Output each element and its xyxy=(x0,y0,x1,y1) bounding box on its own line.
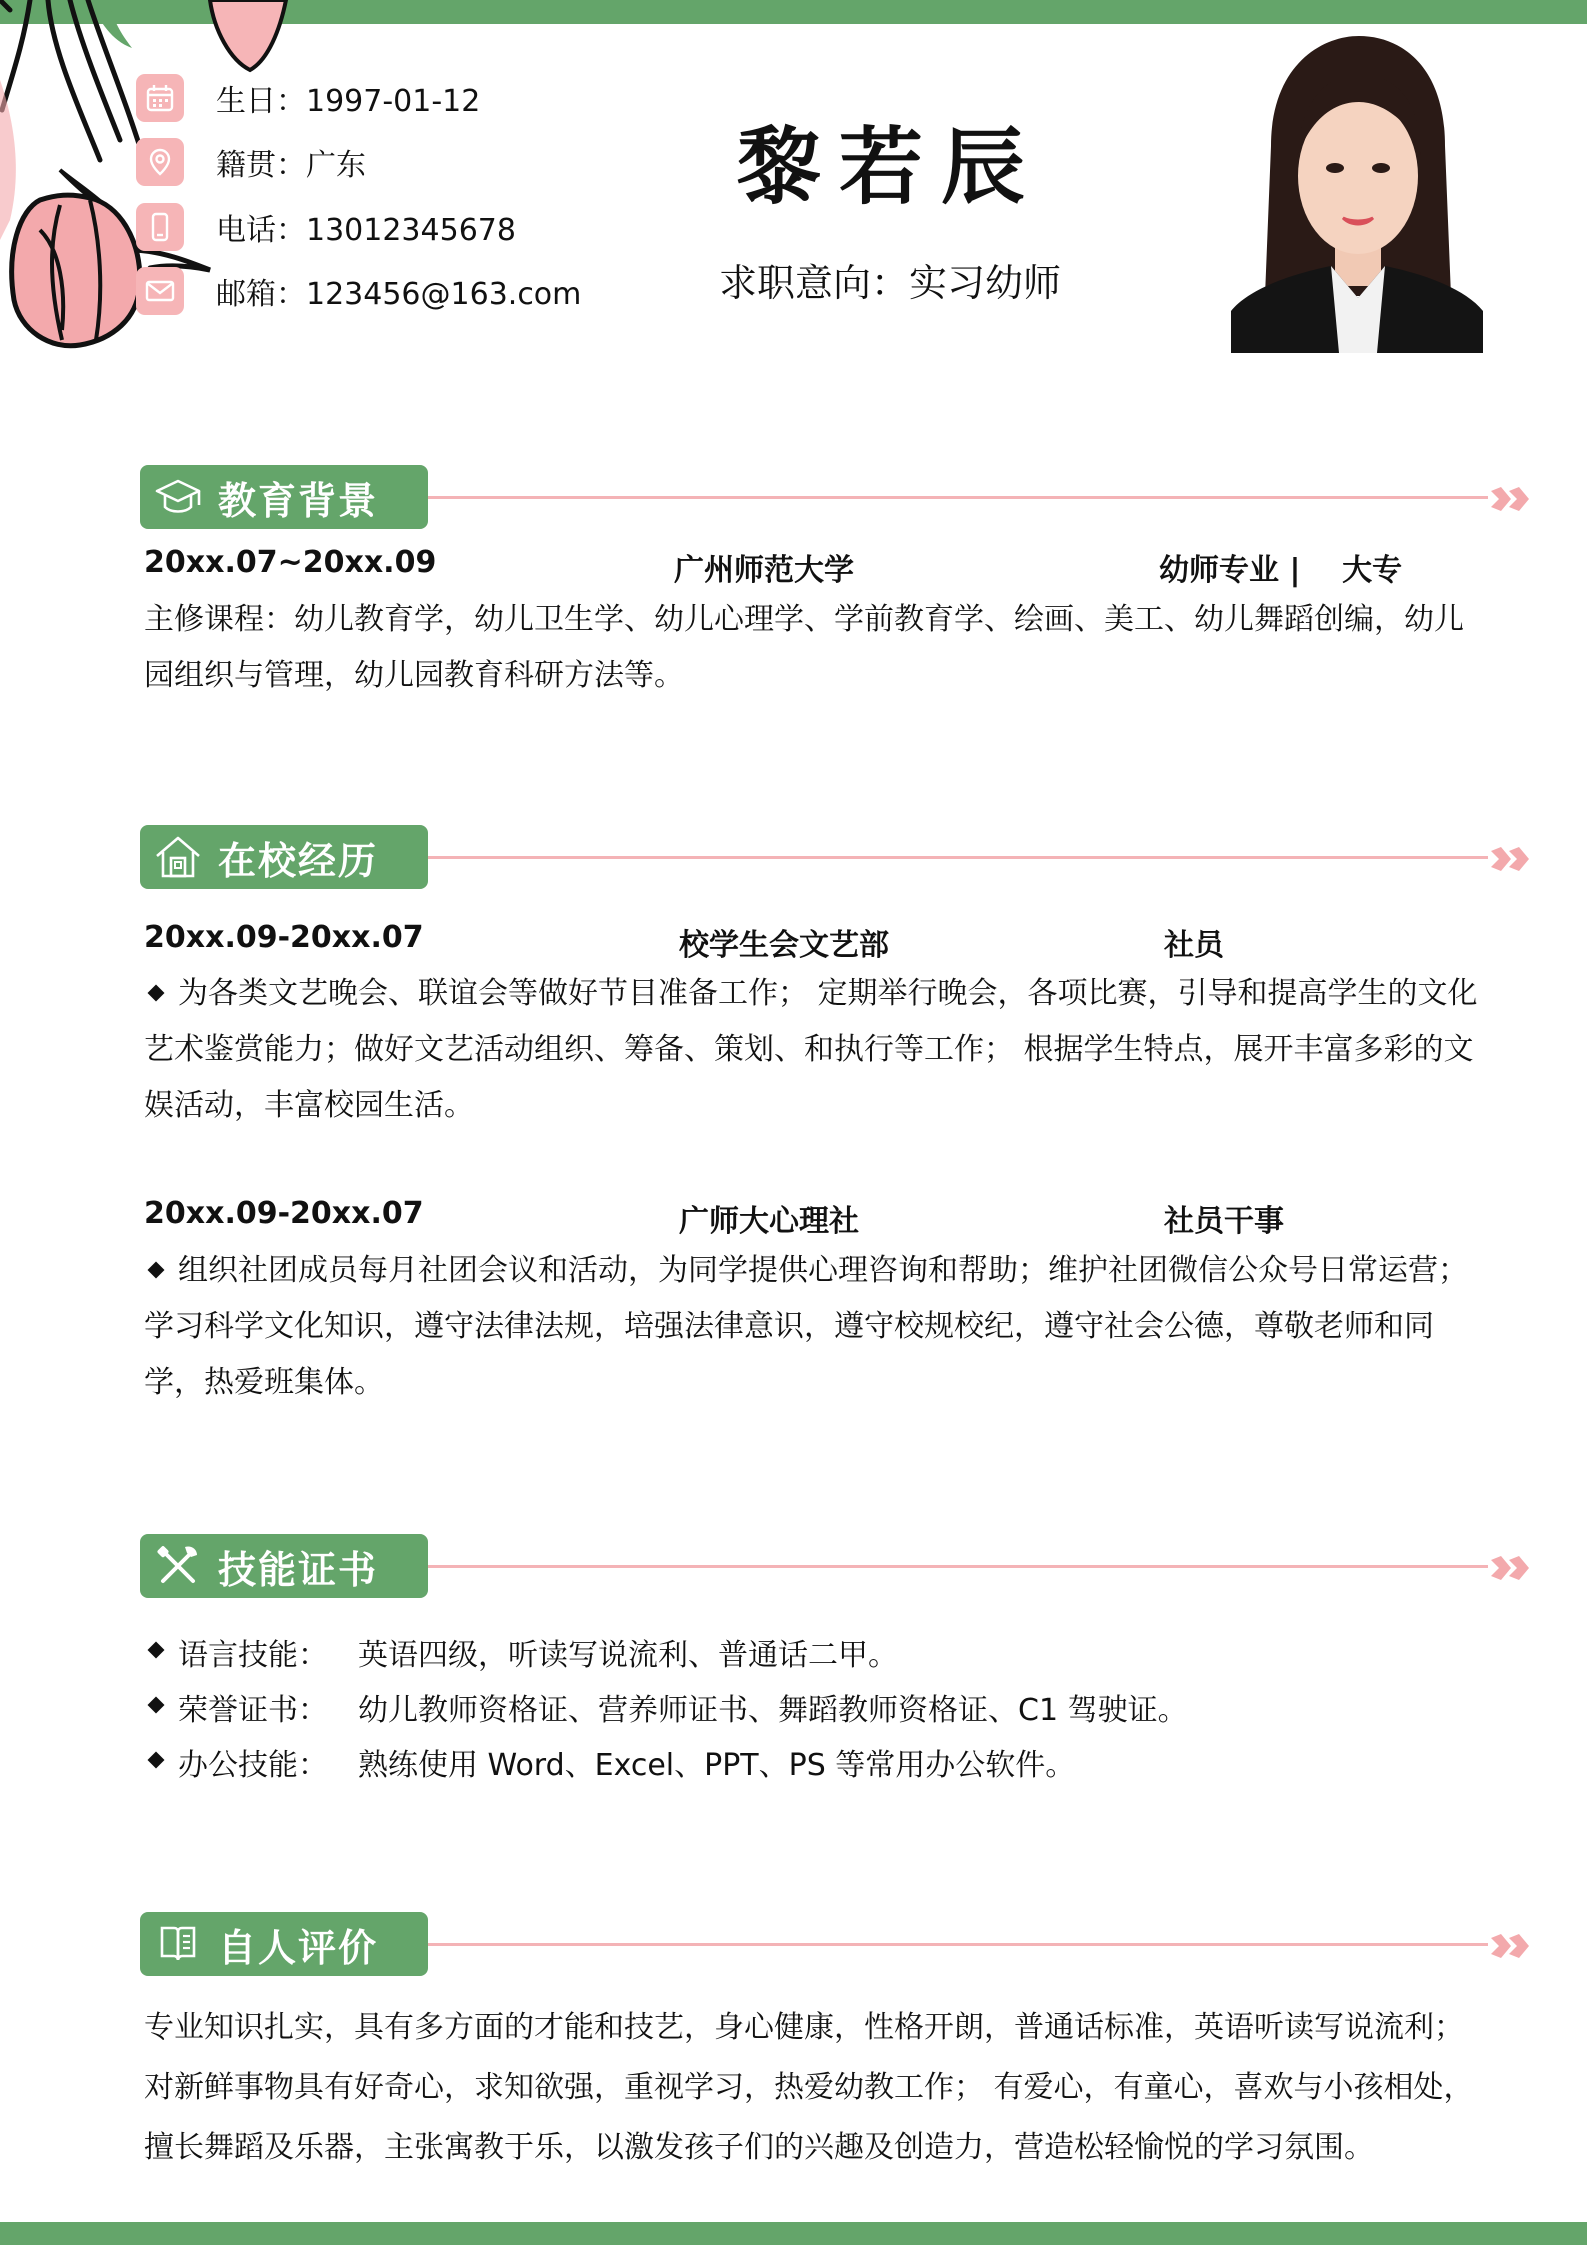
skill-value: 熟练使用 Word、Excel、PPT、PS 等常用办公软件。 xyxy=(358,1748,1076,1783)
double-chevron-icon xyxy=(1487,1930,1535,1960)
skill-value: 英语四级，听读写说流利、普通话二甲。 xyxy=(358,1638,898,1673)
campus-item-role: 社员 xyxy=(1164,928,1224,963)
double-chevron-icon xyxy=(1487,1552,1535,1582)
mail-icon xyxy=(136,267,184,315)
section-divider xyxy=(428,856,1488,859)
info-email-text: 邮箱：123456@163.com xyxy=(216,277,582,312)
campus-item-desc-block xyxy=(144,1243,1480,1411)
skill-label: 语言技能： xyxy=(178,1638,328,1673)
info-hometown xyxy=(136,136,366,188)
graduation-cap-icon xyxy=(150,469,206,525)
location-pin-icon xyxy=(136,138,184,186)
skill-label: 办公技能： xyxy=(178,1748,328,1783)
section-campus-tab xyxy=(140,825,428,889)
skill-item xyxy=(144,1734,1075,1790)
campus-item-org: 广师大心理社 xyxy=(679,1204,859,1239)
section-education-tab xyxy=(140,465,428,529)
diamond-bullet-icon xyxy=(148,984,165,1001)
section-skills-header xyxy=(140,1534,1530,1598)
section-education-header xyxy=(140,465,1530,529)
campus-item-desc: 为各类文艺晚会、联谊会等做好节目准备工作； 定期举行晚会，各项比赛，引导和提高学生的文化艺术鉴赏能力；做好文艺活动组织、筹备、策划、和执行等工作； 根据学生特点，展开丰富多彩的文娱活动，丰富校园生活。 xyxy=(144,976,1478,1123)
campus-item-desc-block xyxy=(144,966,1480,1134)
section-evaluation-tab xyxy=(140,1912,428,1976)
self-evaluation-text: 专业知识扎实，具有多方面的才能和技艺，身心健康，性格开朗，普通话标准，英语听读写说流利；对新鲜事物具有好奇心，求知欲强，重视学习，热爱幼教工作； 有爱心，有童心，喜欢与小孩相处，擅长舞蹈及乐器，主张寓教于乐，以激发孩子们的兴趣及创造力，营造松轻愉悦的学习氛围。 xyxy=(144,2010,1474,2165)
campus-item-desc: 组织社团成员每月社团会议和活动，为同学提供心理咨询和帮助；维护社团微信公众号日常运营；学习科学文化知识，遵守法律法规，培强法律意识，遵守校规校纪，遵守社会公德，尊敬老师和同学，热爱班集体。 xyxy=(144,1253,1468,1400)
campus-item-header xyxy=(144,1196,1464,1240)
section-divider xyxy=(428,1943,1488,1946)
house-icon xyxy=(150,829,206,885)
campus-item-role: 社员干事 xyxy=(1164,1204,1284,1239)
section-campus-title: 在校经历 xyxy=(218,838,379,883)
double-chevron-icon xyxy=(1487,483,1535,513)
job-intent: 求职意向：实习幼师 xyxy=(718,261,1061,305)
tools-icon xyxy=(150,1538,206,1594)
education-courses: 主修课程：幼儿教育学，幼儿卫生学、幼儿心理学、学前教育学、绘画、美工、幼儿舞蹈创编，幼儿园组织与管理，幼儿园教育科研方法等。 xyxy=(144,602,1464,693)
education-period: 20xx.07~20xx.09 xyxy=(144,545,437,580)
skill-item xyxy=(144,1624,898,1680)
section-evaluation-title: 自人评价 xyxy=(218,1925,379,1970)
section-divider xyxy=(428,496,1488,499)
section-skills-tab xyxy=(140,1534,428,1598)
education-row xyxy=(144,545,1464,589)
section-divider xyxy=(428,1565,1488,1568)
candidate-name: 黎若辰 xyxy=(736,118,1043,216)
double-chevron-icon xyxy=(1487,843,1535,873)
phone-icon xyxy=(136,203,184,251)
bottom-accent-bar xyxy=(0,2222,1587,2245)
campus-item-org: 校学生会文艺部 xyxy=(679,928,889,963)
skill-value: 幼儿教师资格证、营养师证书、舞蹈教师资格证、C1 驾驶证。 xyxy=(358,1693,1188,1728)
section-education-title: 教育背景 xyxy=(218,478,379,523)
info-phone xyxy=(136,201,516,253)
campus-item-period: 20xx.09-20xx.07 xyxy=(144,1196,424,1231)
campus-item-header xyxy=(144,920,1464,964)
diamond-bullet-icon xyxy=(148,1752,165,1769)
skill-item xyxy=(144,1679,1188,1735)
section-skills-title: 技能证书 xyxy=(218,1547,379,1592)
info-birthday-text: 生日：1997-01-12 xyxy=(216,84,481,119)
skill-label: 荣誉证书： xyxy=(178,1693,328,1728)
info-hometown-text: 籍贯：广东 xyxy=(216,148,366,183)
info-email xyxy=(136,265,581,317)
info-phone-text: 电话：13012345678 xyxy=(216,213,516,248)
diamond-bullet-icon xyxy=(148,1642,165,1659)
education-major: 幼师专业 | 大专 xyxy=(1159,553,1403,588)
info-birthday xyxy=(136,72,480,124)
diamond-bullet-icon xyxy=(148,1697,165,1714)
section-campus-header xyxy=(140,825,1530,889)
diamond-bullet-icon xyxy=(148,1261,165,1278)
education-school: 广州师范大学 xyxy=(674,553,854,588)
section-evaluation-header xyxy=(140,1912,1530,1976)
calendar-icon xyxy=(136,74,184,122)
portrait-photo xyxy=(1231,36,1483,353)
campus-item-period: 20xx.09-20xx.07 xyxy=(144,920,424,955)
book-icon xyxy=(150,1916,206,1972)
